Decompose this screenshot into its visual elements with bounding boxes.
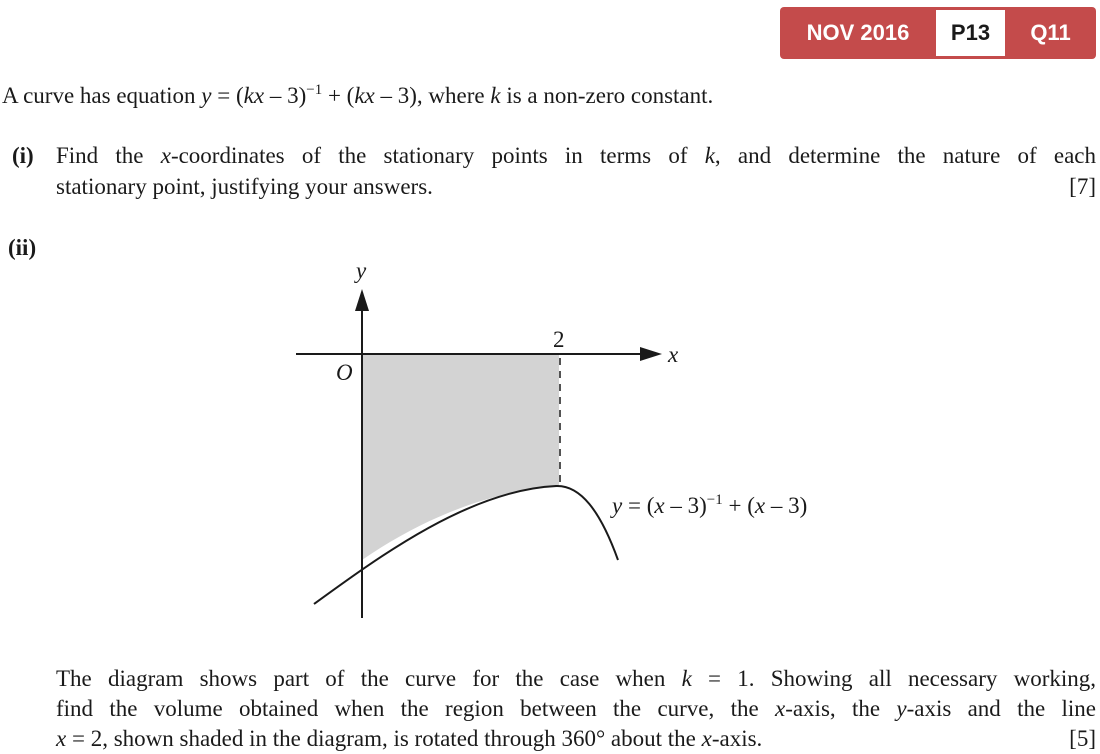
y-axis-label: y — [356, 258, 367, 283]
paper-label: P13 — [936, 10, 1005, 56]
session-label: NOV 2016 — [806, 20, 910, 45]
y-axis-arrow-icon — [355, 289, 369, 311]
part-i-line-2: stationary point, justifying your answers. — [56, 174, 433, 199]
part-ii-marks: [5] — [1069, 726, 1096, 751]
question-intro: A curve has equation y = (kx – 3)$^{-1}$ + (kx – 3), where k is a non-zero constant. — [2, 82, 714, 108]
part-i-marks: [7] — [1069, 174, 1096, 199]
part-i-label: (i) — [12, 143, 34, 168]
part-ii-label: (ii) — [8, 235, 37, 260]
part-ii-line-3: x = 2, shown shaded in the diagram, is rotated through 360° about the x-axis. — [56, 726, 763, 751]
x-axis-arrow-icon — [640, 347, 662, 361]
question-label: Q11 — [1030, 20, 1071, 45]
curve-equation-label: y = (x – 3)$^{-1}$ + (x – 3) — [612, 492, 808, 518]
part-ii-line-2: find the volume obtained when the region between the curve, the x-axis, the y-axis and the line — [56, 696, 1096, 721]
part-i-line-1: Find the x-coordinates of the stationary points in terms of k, and determine the nature of each — [56, 143, 1096, 168]
tick-label-2: 2 — [553, 327, 565, 352]
x-axis-label: x — [668, 342, 679, 367]
shaded-region — [362, 354, 559, 560]
origin-label: O — [336, 360, 353, 385]
part-ii-line-1: The diagram shows part of the curve for the case when k = 1. Showing all necessary working, — [56, 666, 1096, 691]
